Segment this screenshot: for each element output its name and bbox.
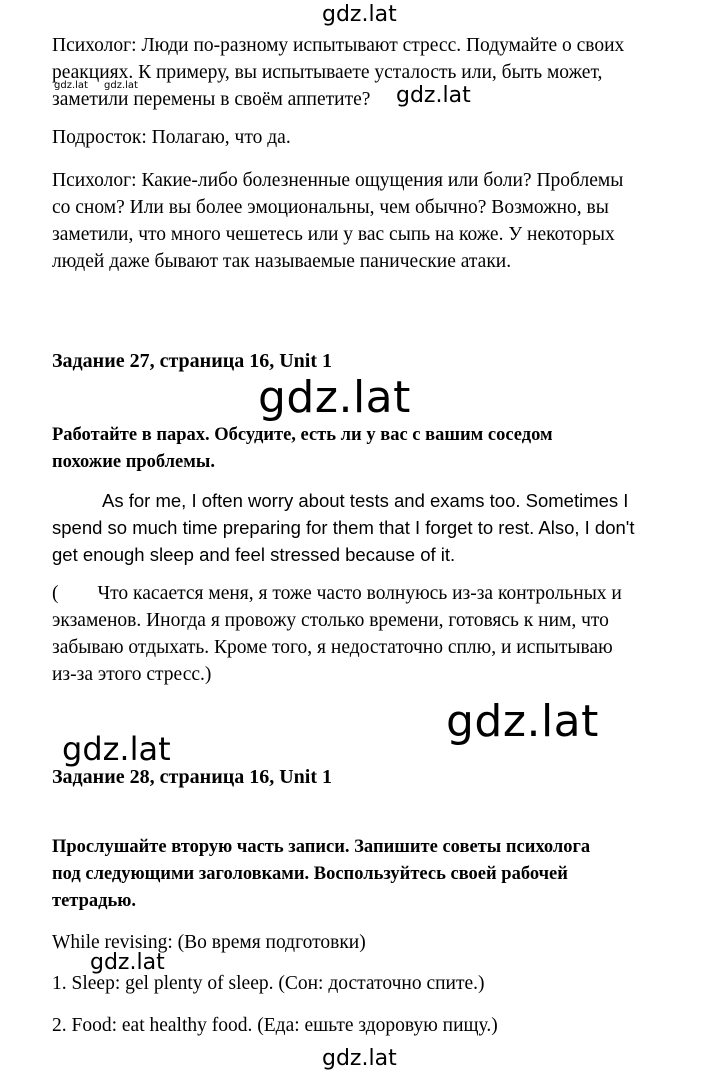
dialogue-paragraph-2 — [52, 124, 682, 151]
text-line: из-за этого стресс.) — [52, 664, 212, 685]
text-line: похожие проблемы. — [52, 452, 215, 472]
text-line: get enough sleep and feel stressed because of it. — [52, 544, 456, 565]
text-line: заметили перемены в своём аппетите? — [52, 89, 371, 110]
watermark-bottom: gdz.lat — [322, 1046, 397, 1071]
watermark-tiny-1: gdz.lat — [54, 80, 88, 91]
text-line: тетрадью. — [52, 891, 137, 911]
text-line: забываю отдыхать. Кроме того, я недостаточно сплю, и испытываю — [52, 637, 613, 658]
text-line: Работайте в парах. Обсудите, есть ли у вас с вашим соседом — [52, 425, 553, 445]
text-line: Подросток: Полагаю, что да. — [52, 127, 291, 148]
text-line: Психолог: Люди по-разному испытывают стресс. Подумайте о своих — [52, 35, 625, 56]
text-line: реакциях. К примеру, вы испытываете усталость или, быть может, — [52, 62, 603, 83]
task-28-item-1: 1. Sleep: gel plenty of sleep. (Сон: достаточно спите.) — [52, 973, 485, 994]
watermark-top: gdz.lat — [322, 2, 397, 27]
watermark-large-1: gdz.lat — [258, 372, 411, 423]
text-line: со сном? Или вы более эмоциональны, чем обычно? Возможно, вы — [52, 197, 609, 218]
watermark-inline-1: gdz.lat — [396, 83, 471, 108]
task-28-item-2: 2. Food: eat healthy food. (Еда: ешьте здоровую пищу.) — [52, 1015, 498, 1036]
task-27-answer-en — [52, 487, 682, 568]
watermark-large-2: gdz.lat — [446, 696, 599, 747]
task-28-heading: Задание 28, страница 16, Unit 1 — [52, 766, 333, 788]
task-28-instruction — [52, 834, 672, 915]
text-line: Психолог: Какие-либо болезненные ощущения или боли? Проблемы — [52, 170, 624, 191]
text-line: экзаменов. Иногда я провожу столько времени, готовясь к ним, что — [52, 610, 609, 631]
text-line: spend so much time preparing for them that I forget to rest. Also, I don't — [52, 517, 635, 538]
watermark-small-2: gdz.lat — [90, 950, 165, 975]
text-line: людей даже бывают так называемые панические атаки. — [52, 251, 512, 272]
task-27-instruction — [52, 422, 672, 476]
dialogue-paragraph-1 — [52, 32, 682, 113]
watermark-tiny-2: gdz.lat — [104, 80, 138, 91]
text-line: Прослушайте вторую часть записи. Запишите советы психолога — [52, 837, 591, 857]
text-line: заметили, что много чешетесь или у вас сыпь на коже. У некоторых — [52, 224, 615, 245]
task-27-answer-ru — [52, 580, 682, 688]
text-line: под следующими заголовками. Воспользуйтесь своей рабочей — [52, 864, 568, 884]
dialogue-paragraph-3 — [52, 167, 682, 275]
task-27-heading: Задание 27, страница 16, Unit 1 — [52, 350, 333, 372]
text-line: As for me, I often worry about tests and exams too. Sometimes I — [102, 490, 629, 511]
task-28-subheading: While revising: (Во время подготовки) — [52, 932, 366, 953]
text-line: ( Что касается меня, я тоже часто волнуюсь из-за контрольных и — [52, 583, 622, 604]
watermark-medium: gdz.lat — [62, 730, 171, 768]
